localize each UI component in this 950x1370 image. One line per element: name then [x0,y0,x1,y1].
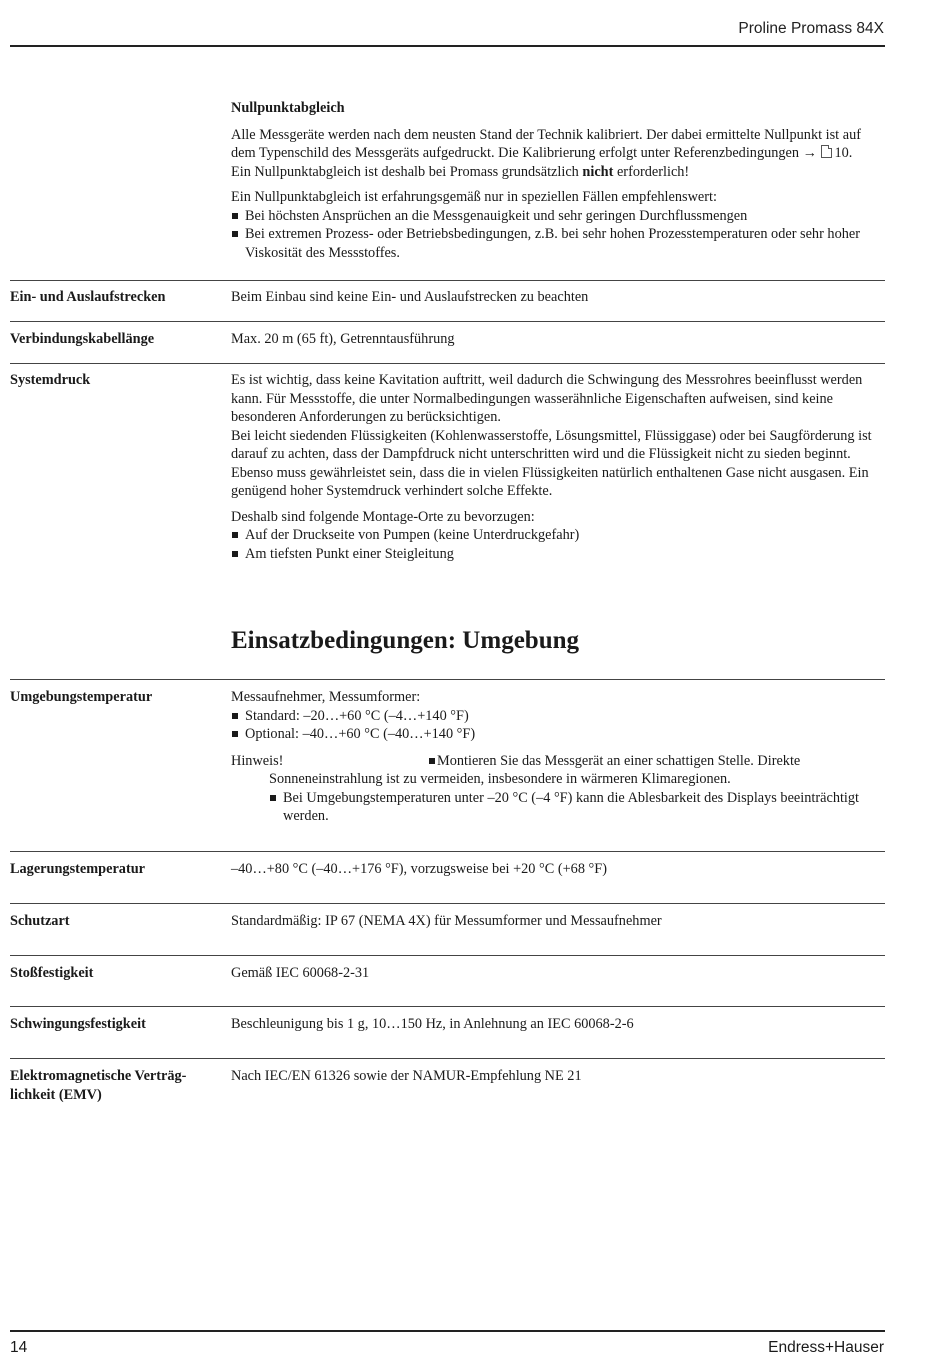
label-umgebung: Umgebungstemperatur [10,689,153,705]
nullpunkt-block [231,99,886,262]
label-kabel: Verbindungskabellänge [10,331,155,347]
value-lagerung: –40…+80 °C (–40…+176 °F), vorzugsweise bei +20 °C (+68 °F) [231,861,607,877]
systemdruck-para1: Es ist wichtig, dass keine Kavitation auftritt, weil dadurch die Schwingung des Messrohres beeinflusst werden kann. Für Messstoffe, die unter Normalbedingungen wasserähnliche Eigenschaften aufweisen, sind keine besonderen Anforderungen zu berücksichtigen. [231,372,863,425]
divider [10,851,885,852]
value-schutzart: Standardmäßig: IP 67 (NEMA 4X) für Messumformer und Messaufnehmer [231,913,662,929]
running-header: Proline Promass 84X [738,20,884,37]
value-kabel: Max. 20 m (65 ft), Getrenntausführung [231,331,455,347]
section-title: Einsatzbedingungen: Umgebung [231,627,579,654]
systemdruck-para2: Bei leicht siedenden Flüssigkeiten (Kohlenwasserstoffe, Lösungsmittel, Flüssiggase) oder bei Saugförderung ist darauf zu achten, dass der Dampfdruck nicht unterschritten wird und die Flüssigkeit nicht zu sieden beginnt. Ebenso muss gewährleistet sein, dass die in vielen Flüssigkeiten natürlich enthaltenen Gase nicht ausgasen. Ein genügend hoher Systemdruck verhindert solche Effekte. [231,427,872,499]
value-emv: Nach IEC/EN 61326 sowie der NAMUR-Empfehlung NE 21 [231,1068,582,1084]
value-schwingung: Beschleunigung bis 1 g, 10…150 Hz, in Anlehnung an IEC 60068-2-6 [231,1016,634,1032]
hinweis-note [231,752,886,826]
nullpunkt-para1: Alle Messgeräte werden nach dem neusten Stand der Technik kalibriert. Der dabei ermittelte Nullpunkt ist auf dem Typenschild des Messgeräts aufgedruckt. Die Kalibrierung erfolgt unter Referenzbedingungen → 10. Ein Nullpunktabgleich ist deshalb bei Promass grundsätzlich nicht erforderlich! [231,126,861,180]
page-ref-icon [821,145,832,158]
bullet-icon [429,758,435,764]
value-systemdruck [231,371,886,563]
bullet-icon [232,231,238,237]
bullet-icon [232,731,238,737]
systemdruck-bullets [231,526,886,563]
list-item: Bei höchsten Ansprüchen an die Messgenauigkeit und sehr geringen Durchflussmengen [231,207,886,226]
divider [10,321,885,322]
umgebung-intro: Messaufnehmer, Messumformer: [231,689,421,705]
nullpunkt-para2: Ein Nullpunktabgleich ist erfahrungsgemäß nur in speziellen Fällen empfehlenswert: [231,189,717,205]
umgebung-bullets [231,707,886,744]
list-item: Bei extremen Prozess- oder Betriebsbedingungen, z.B. bei sehr hohen Prozesstemperaturen oder sehr hoher Viskosität des Messstoffes. [231,225,886,262]
list-item: Optional: –40…+60 °C (–40…+140 °F) [231,725,886,744]
header-rule [10,45,885,47]
divider [10,903,885,904]
list-item: Bei Umgebungstemperaturen unter –20 °C (–4 °F) kann die Ablesbarkeit des Displays beeinträchtigt werden. [269,789,886,826]
bullet-icon [232,213,238,219]
systemdruck-para3: Deshalb sind folgende Montage-Orte zu bevorzugen: [231,508,535,525]
page-ref[interactable]: 10. [834,145,853,161]
hinweis-label: Hinweis! [231,752,284,769]
divider [10,280,885,281]
label-ein-auslauf: Ein- und Auslaufstrecken [10,289,166,305]
value-stoss: Gemäß IEC 60068-2-31 [231,965,370,981]
footer-brand: Endress+Hauser [768,1339,884,1356]
list-item: Standard: –20…+60 °C (–4…+140 °F) [231,707,886,726]
label-lagerung: Lagerungstemperatur [10,861,146,877]
value-umgebung [231,688,886,826]
list-item: Am tiefsten Punkt einer Steigleitung [231,545,886,564]
footer-rule [10,1330,885,1332]
label-schwingung: Schwingungsfestigkeit [10,1016,146,1032]
divider [10,363,885,364]
bullet-icon [232,532,238,538]
note-1: Montieren Sie das Messgerät an einer schattigen Stelle. Direkte Sonneneinstrahlung ist zu vermeiden, insbesondere in wärmeren Klimaregionen. [269,752,801,787]
bullet-icon [232,551,238,557]
divider [10,1006,885,1007]
label-emv: Elektromagnetische Verträg- lichkeit (EMV) [10,1068,187,1103]
bullet-icon [232,713,238,719]
bullet-icon [270,795,276,801]
value-ein-auslauf: Beim Einbau sind keine Ein- und Auslaufstrecken zu beachten [231,289,589,305]
label-stoss: Stoßfestigkeit [10,965,94,981]
page-number: 14 [10,1339,28,1356]
label-systemdruck: Systemdruck [10,372,91,388]
nullpunkt-bullets [231,207,886,263]
label-schutzart: Schutzart [10,913,70,929]
divider [10,679,885,680]
divider [10,955,885,956]
nullpunkt-heading: Nullpunktabgleich [231,100,345,116]
divider [10,1058,885,1059]
list-item: Auf der Druckseite von Pumpen (keine Unterdruckgefahr) [231,526,886,545]
